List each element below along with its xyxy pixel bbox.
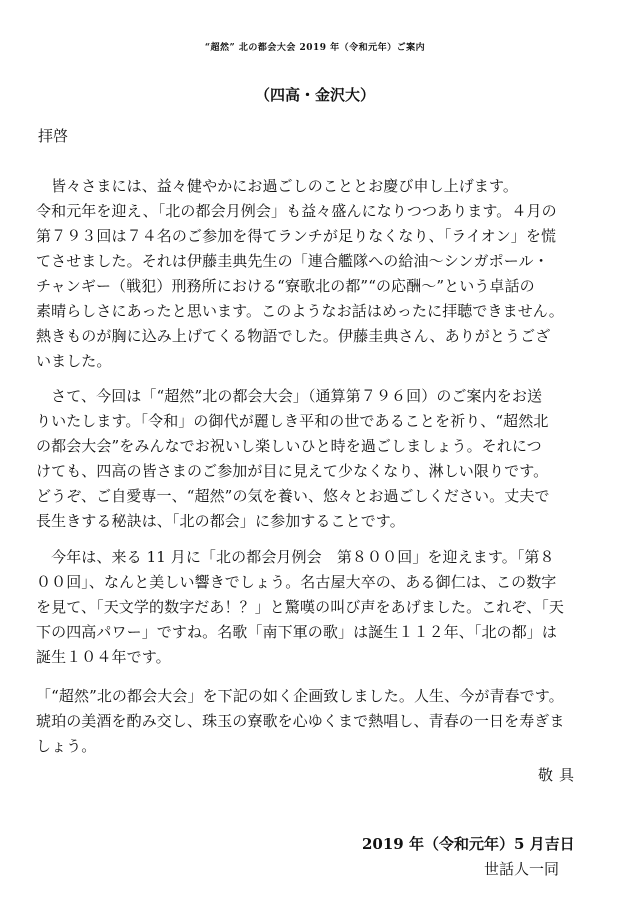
paragraph-line: 今年は、来る 11 月に「北の都会月例会 第８００回」を迎えます。「第８ xyxy=(36,548,555,566)
paragraph-line: 第７９３回は７４名のご参加を得てランチが足りなくなり、「ライオン」を慌 xyxy=(36,227,557,245)
paragraph-line: 令和元年を迎え、「北の都会月例会」も益々盛んになりつつあります。４月の xyxy=(36,202,557,220)
paragraph-line: 素晴らしさにあったと思います。このようなお話はめったに拝聴できません。 xyxy=(36,302,564,320)
paragraph-line: りいたします。「令和」の御代が麗しき平和の世であることを祈り、“超然北 xyxy=(36,412,549,430)
paragraph-line: チャンギー（戦犯）刑務所における“寮歌北の都”“の応酬～”という卓話の xyxy=(36,277,535,295)
paragraph-line: 皆々さまには、益々健やかにお過ごしのこととお慶び申し上げます。 xyxy=(36,177,519,195)
paragraph-line: 「“超然”北の都会大会」を下記の如く企画致しました。人生、今が青春です。 xyxy=(36,687,564,705)
paragraph-line: 下の四高パワー」ですね。名歌「南下軍の歌」は誕生１１２年、「北の都」は xyxy=(36,623,558,641)
paragraph-line: 長生きする秘訣は、「北の都会」に参加することです。 xyxy=(36,512,405,530)
salutation: 拝啓 xyxy=(38,127,69,145)
paragraph-line: 熱きものが胸に込み上げてくる物語でした。伊藤圭典さん、ありがとうござ xyxy=(36,327,551,345)
page-title: “超然” 北の都会大会 2019 年（令和元年）ご案内 xyxy=(204,43,426,53)
paragraph-line: ００回」、なんと美しい響きでしょう。名古屋大卒の、ある御仁は、この数字 xyxy=(36,573,557,591)
paragraph-line: けても、四高の皆さまのご参加が目に見えて少なくなり、淋しい限りです。 xyxy=(36,462,549,480)
paragraph-line: の都会大会”をみんなでお祝いし楽しいひと時を過ごしましょう。それにつ xyxy=(36,437,542,455)
paragraph-line: しょう。 xyxy=(36,737,97,755)
paragraph-line: 誕生１０４年です。 xyxy=(36,648,171,666)
paragraph-line: を見て、「天文学的数字だあ！？」と驚嘆の叫び声をあげました。これぞ、「天 xyxy=(36,598,565,616)
letter-date: 2019 年（令和元年）5 月吉日 xyxy=(362,835,575,853)
letter-signer: 世話人一同 xyxy=(484,860,560,878)
paragraph-line: てさせました。それは伊藤圭典先生の「連合艦隊への給油～シンガポール・ xyxy=(36,252,549,270)
paragraph-line: どうぞ、ご自愛専一、“超然”の気を養い、悠々とお過ごしください。丈夫で xyxy=(36,487,550,505)
closing-remark: 敬具 xyxy=(538,766,581,784)
paragraph-line: 琥珀の美酒を酌み交し、珠玉の寮歌を心ゆくまで熱唱し、青春の一日を寿ぎま xyxy=(36,712,565,730)
paragraph-line: いました。 xyxy=(36,352,112,370)
page-subtitle: （四高・金沢大） xyxy=(254,86,375,104)
paragraph-line: さて、今回は「“超然”北の都会大会」（通算第７９６回）のご案内をお送 xyxy=(36,387,543,405)
